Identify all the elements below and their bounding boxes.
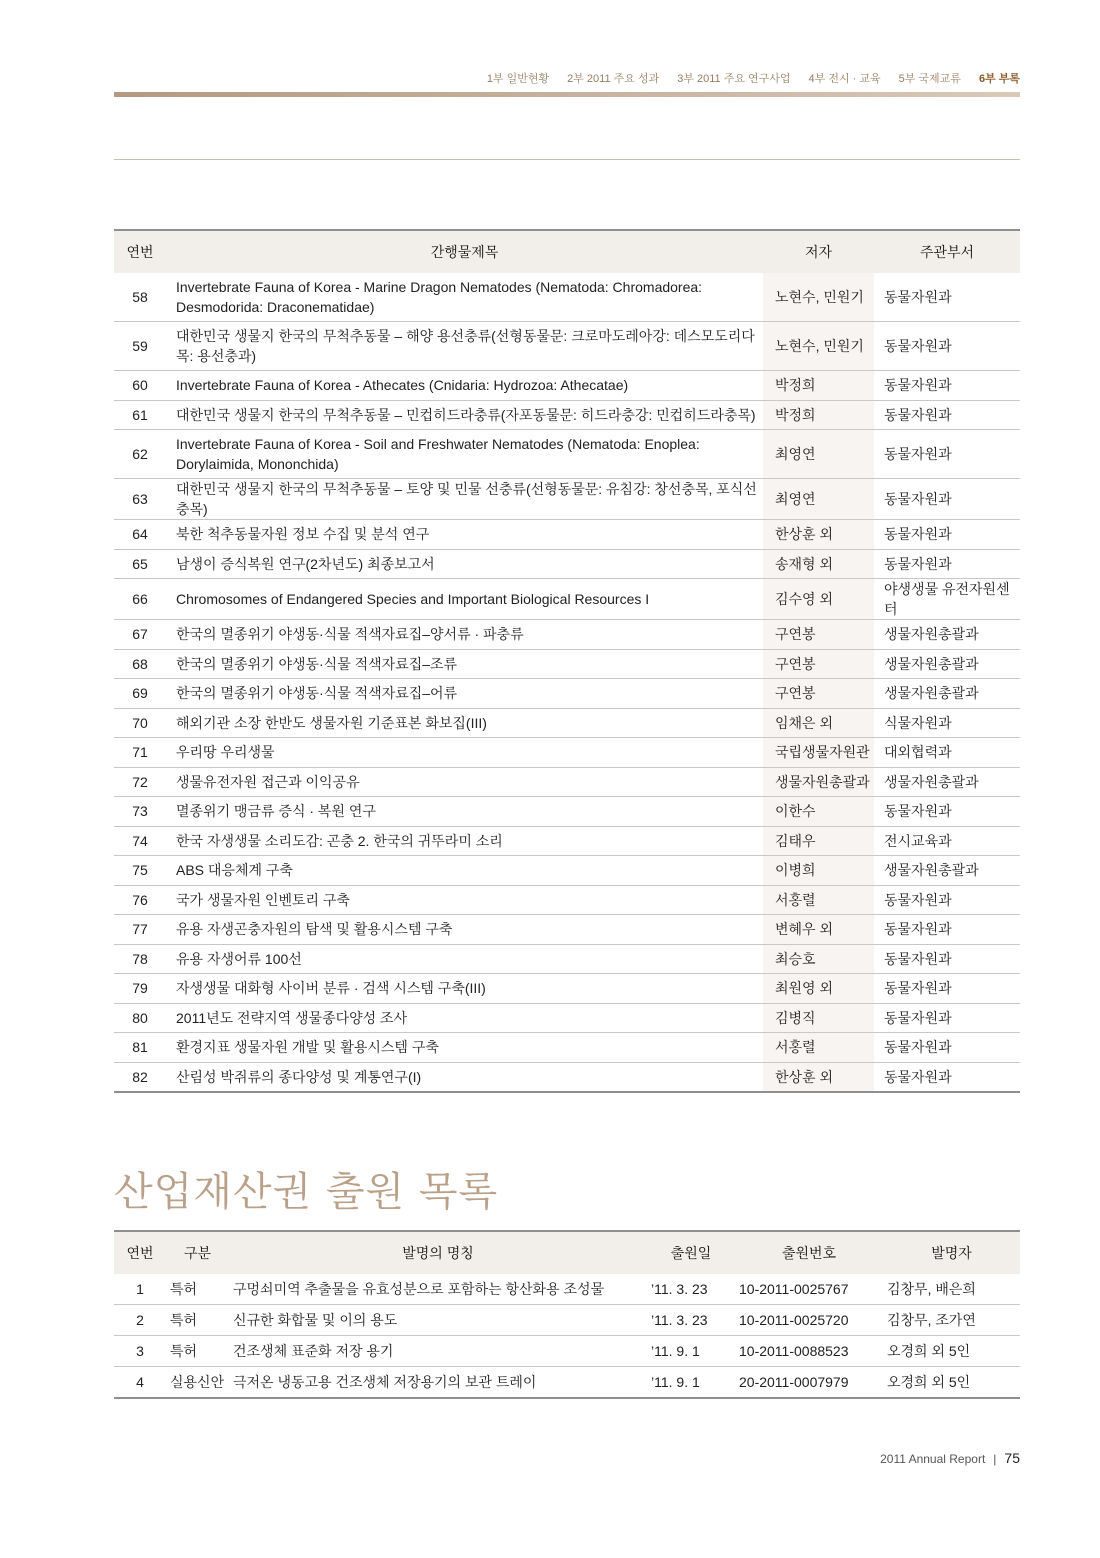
- cell-author: 서홍렬: [763, 885, 874, 915]
- cell-kind: 실용신안: [170, 1374, 225, 1390]
- cell-inventor: 김창무, 조가연: [887, 1312, 976, 1328]
- cell-author: 구연봉: [763, 649, 874, 679]
- nav-item-part6[interactable]: 6부 부록: [978, 73, 1020, 85]
- cell-dept: 대외협력과: [884, 744, 952, 761]
- cell-name: 극저온 냉동고용 건조생체 저장용기의 보관 트레이: [233, 1374, 537, 1390]
- cell-title: 한국의 멸종위기 야생동·식물 적색자료집–조류: [176, 655, 458, 672]
- cell-author: 최영연: [763, 430, 874, 479]
- cell-dept: 동물자원과: [884, 921, 952, 938]
- cell-dept: 동물자원과: [884, 1068, 952, 1085]
- ip-body: [114, 1274, 1020, 1398]
- table-row: [114, 708, 1020, 738]
- cell-no: 64: [132, 526, 148, 543]
- cell-title: 2011년도 전략지역 생물종다양성 조사: [176, 1009, 408, 1026]
- cell-no: 67: [132, 626, 148, 643]
- col-header-no: 연번: [126, 244, 154, 260]
- col-header-name: 발명의 명칭: [402, 1245, 474, 1261]
- cell-dept: 동물자원과: [884, 1039, 952, 1056]
- cell-kind: 특허: [170, 1343, 198, 1359]
- table-row: [114, 649, 1020, 679]
- col-header-author: 저자: [804, 244, 833, 260]
- cell-dept: 동물자원과: [884, 446, 952, 462]
- table-row: [114, 549, 1020, 579]
- table-row: [114, 1367, 1020, 1399]
- cell-author: 최영연: [763, 479, 874, 520]
- cell-appno: 10-2011-0025720: [739, 1312, 849, 1328]
- cell-date: ’11. 9. 1: [651, 1343, 700, 1359]
- cell-title: 자생생물 대화형 사이버 분류 · 검색 시스템 구축(III): [176, 980, 486, 997]
- table-row: [114, 1062, 1020, 1092]
- cell-author: 박정희: [763, 371, 874, 401]
- cell-no: 71: [132, 744, 148, 761]
- cell-dept: 생물자원총괄과: [884, 655, 979, 672]
- table-row: [114, 679, 1020, 709]
- table-row: [114, 767, 1020, 797]
- cell-author: 이한수: [763, 797, 874, 827]
- cell-inventor: 오경희 외 5인: [887, 1343, 971, 1359]
- cell-no: 65: [132, 555, 148, 572]
- cell-no: 76: [132, 891, 148, 908]
- cell-dept: 전시교육과: [884, 832, 952, 849]
- cell-no: 61: [132, 406, 148, 423]
- cell-no: 1: [136, 1281, 144, 1297]
- cell-date: ’11. 9. 1: [651, 1374, 700, 1390]
- col-header-kind: 구분: [183, 1245, 212, 1261]
- cell-title: 생물유전자원 접근과 이익공유: [176, 773, 360, 790]
- col-header-dept: 주관부서: [919, 244, 975, 260]
- nav-item-part2[interactable]: 2부 2011 주요 성과: [567, 73, 660, 85]
- header-bar: [114, 92, 1020, 97]
- cell-dept: 동물자원과: [884, 950, 952, 967]
- cell-no: 82: [132, 1068, 148, 1085]
- cell-author: 임채은 외: [763, 708, 874, 738]
- cell-author: 이병희: [763, 856, 874, 886]
- cell-appno: 10-2011-0025767: [739, 1281, 849, 1297]
- table-row: [114, 856, 1020, 886]
- table-row: [114, 273, 1020, 322]
- ip-table: [114, 1230, 1020, 1399]
- cell-author: 김태우: [763, 826, 874, 856]
- cell-inventor: 오경희 외 5인: [887, 1374, 971, 1390]
- page-footer: [880, 1450, 1020, 1466]
- cell-name: 신규한 화합물 및 이의 용도: [233, 1312, 398, 1328]
- table-header-row: [114, 1231, 1020, 1274]
- table-row: [114, 1336, 1020, 1367]
- table-header-row: [114, 230, 1020, 273]
- cell-no: 80: [132, 1009, 148, 1026]
- cell-no: 63: [132, 491, 148, 507]
- report-name: 2011 Annual Report: [880, 1452, 986, 1466]
- cell-title: Invertebrate Fauna of Korea - Marine Dragon Nematodes (Nematoda: Chromadorea: Desmodorida: Draconematidae): [176, 279, 703, 315]
- cell-no: 66: [132, 591, 148, 607]
- cell-dept: 동물자원과: [884, 803, 952, 820]
- table-row: [114, 797, 1020, 827]
- cell-title: ABS 대응체계 구축: [176, 862, 293, 879]
- cell-title: 한국의 멸종위기 야생동·식물 적색자료집–어류: [176, 685, 458, 702]
- cell-author: 국립생물자원관: [763, 738, 874, 768]
- cell-title: Chromosomes of Endangered Species and Important Biological Resources I: [176, 591, 650, 607]
- cell-title: 대한민국 생물지 한국의 무척추동물 – 민컵히드라충류(자포동물문: 히드라충강: 민컵히드라충목): [176, 406, 756, 423]
- cell-dept: 동물자원과: [884, 377, 952, 394]
- table-row: [114, 520, 1020, 550]
- cell-no: 72: [132, 773, 148, 790]
- section-nav: [487, 70, 1020, 86]
- cell-author: 서홍렬: [763, 1033, 874, 1063]
- cell-no: 73: [132, 803, 148, 820]
- divider: [114, 159, 1020, 160]
- cell-no: 74: [132, 832, 148, 849]
- table-row: [114, 479, 1020, 520]
- section-title: 산업재산권 출원 목록: [114, 1169, 499, 1215]
- table-row: [114, 400, 1020, 430]
- cell-title: Invertebrate Fauna of Korea - Soil and Freshwater Nematodes (Nematoda: Enoplea: Dorylaimida, Mononchida): [176, 436, 700, 472]
- cell-inventor: 김창무, 배은희: [887, 1281, 976, 1297]
- cell-appno: 20-2011-0007979: [739, 1374, 849, 1390]
- cell-title: 멸종위기 맹금류 증식 · 복원 연구: [176, 803, 376, 820]
- cell-title: 대한민국 생물지 한국의 무척추동물 – 해양 용선충류(선형동물문: 크로마도레아강: 데스모도리다목: 용선충과): [176, 328, 755, 364]
- cell-dept: 동물자원과: [884, 555, 952, 572]
- cell-title: 북한 척추동물자원 정보 수집 및 분석 연구: [176, 526, 430, 543]
- cell-author: 변혜우 외: [763, 915, 874, 945]
- table-row: [114, 738, 1020, 768]
- cell-title: 우리땅 우리생물: [176, 744, 275, 761]
- cell-dept: 생물자원총괄과: [884, 626, 979, 643]
- cell-no: 3: [136, 1343, 144, 1359]
- cell-no: 68: [132, 655, 148, 672]
- cell-title: 유용 자생곤충자원의 탐색 및 활용시스템 구축: [176, 921, 453, 938]
- cell-author: 생물자원총괄과: [763, 767, 874, 797]
- cell-no: 77: [132, 921, 148, 938]
- cell-author: 박정희: [763, 400, 874, 430]
- cell-no: 62: [132, 446, 148, 462]
- table-row: [114, 1305, 1020, 1336]
- col-header-date: 출원일: [670, 1245, 712, 1261]
- cell-no: 69: [132, 685, 148, 702]
- cell-dept: 동물자원과: [884, 891, 952, 908]
- publications-table: [114, 229, 1020, 1093]
- cell-kind: 특허: [170, 1312, 198, 1328]
- cell-kind: 특허: [170, 1281, 198, 1297]
- table-row: [114, 944, 1020, 974]
- cell-title: 산림성 박쥐류의 종다양성 및 계통연구(I): [176, 1068, 422, 1085]
- table-row: [114, 1003, 1020, 1033]
- publications-body: [114, 273, 1020, 1092]
- cell-dept: 동물자원과: [884, 1009, 952, 1026]
- cell-dept: 동물자원과: [884, 289, 952, 305]
- cell-title: 환경지표 생물자원 개발 및 활용시스템 구축: [176, 1039, 439, 1056]
- cell-dept: 동물자원과: [884, 338, 952, 354]
- cell-no: 59: [132, 338, 148, 354]
- cell-author: 최승호: [763, 944, 874, 974]
- cell-name: 건조생체 표준화 저장 용기: [233, 1343, 394, 1359]
- nav-item-part4[interactable]: 4부 전시 · 교육: [808, 73, 881, 85]
- cell-author: 한상훈 외: [763, 520, 874, 550]
- table-row: [114, 974, 1020, 1004]
- table-row: [114, 322, 1020, 371]
- cell-title: 대한민국 생물지 한국의 무척추동물 – 토양 및 민물 선충류(선형동물문: 유침강: 창선충목, 포식선충목): [176, 481, 757, 517]
- cell-no: 75: [132, 862, 148, 879]
- cell-title: 남생이 증식복원 연구(2차년도) 최종보고서: [176, 555, 435, 572]
- col-header-no: 연번: [126, 1245, 154, 1261]
- cell-no: 4: [136, 1374, 144, 1390]
- cell-author: 송재형 외: [763, 549, 874, 579]
- col-header-appno: 출원번호: [781, 1245, 837, 1261]
- cell-title: 한국의 멸종위기 야생동·식물 적색자료집–양서류 · 파충류: [176, 626, 524, 643]
- cell-author: 노현수, 민원기: [763, 322, 874, 371]
- cell-author: 구연봉: [763, 679, 874, 709]
- cell-author: 최원영 외: [763, 974, 874, 1004]
- nav-item-part5[interactable]: 5부 국제교류: [898, 73, 961, 85]
- cell-no: 60: [132, 377, 148, 394]
- cell-dept: 생물자원총괄과: [884, 685, 979, 702]
- cell-title: 한국 자생생물 소리도감: 곤충 2. 한국의 귀뚜라미 소리: [176, 832, 503, 849]
- cell-title: 국가 생물자원 인벤토리 구축: [176, 891, 350, 908]
- cell-dept: 식물자원과: [884, 714, 952, 731]
- cell-dept: 동물자원과: [884, 980, 952, 997]
- table-row: [114, 620, 1020, 650]
- cell-dept: 동물자원과: [884, 491, 952, 507]
- table-row: [114, 371, 1020, 401]
- cell-author: 구연봉: [763, 620, 874, 650]
- cell-author: 노현수, 민원기: [763, 273, 874, 322]
- cell-author: 한상훈 외: [763, 1062, 874, 1092]
- table-row: [114, 579, 1020, 620]
- cell-no: 58: [132, 289, 148, 305]
- cell-dept: 생물자원총괄과: [884, 862, 979, 879]
- cell-dept: 동물자원과: [884, 406, 952, 423]
- cell-no: 81: [132, 1039, 148, 1056]
- col-header-inventor: 발명자: [931, 1245, 972, 1261]
- nav-item-part1[interactable]: 1부 일반현황: [486, 73, 550, 85]
- cell-title: 유용 자생어류 100선: [176, 950, 302, 967]
- nav-item-part3[interactable]: 3부 2011 주요 연구사업: [677, 73, 791, 85]
- cell-author: 김수영 외: [763, 579, 874, 620]
- cell-dept: 야생생물 유전자원센터: [884, 581, 1010, 617]
- cell-dept: 동물자원과: [884, 526, 952, 543]
- cell-no: 2: [136, 1312, 144, 1328]
- table-row: [114, 885, 1020, 915]
- cell-no: 79: [132, 980, 148, 997]
- cell-no: 70: [132, 714, 148, 731]
- cell-no: 78: [132, 950, 148, 967]
- table-row: [114, 915, 1020, 945]
- cell-date: ’11. 3. 23: [651, 1281, 708, 1297]
- cell-dept: 생물자원총괄과: [884, 773, 979, 790]
- table-row: [114, 1033, 1020, 1063]
- table-row: [114, 430, 1020, 479]
- footer-separator: |: [993, 1452, 997, 1466]
- table-row: [114, 1274, 1020, 1305]
- col-header-title: 간행물제목: [430, 244, 499, 260]
- cell-appno: 10-2011-0088523: [739, 1343, 849, 1359]
- cell-author: 김병직: [763, 1003, 874, 1033]
- page-number: 75: [1004, 1450, 1020, 1466]
- cell-title: 해외기관 소장 한반도 생물자원 기준표본 화보집(III): [176, 714, 487, 731]
- cell-name: 구멍쇠미역 추출물을 유효성분으로 포함하는 항산화용 조성물: [233, 1281, 605, 1297]
- cell-date: ’11. 3. 23: [651, 1312, 708, 1328]
- table-row: [114, 826, 1020, 856]
- cell-title: Invertebrate Fauna of Korea - Athecates (Cnidaria: Hydrozoa: Athecatae): [176, 377, 629, 394]
